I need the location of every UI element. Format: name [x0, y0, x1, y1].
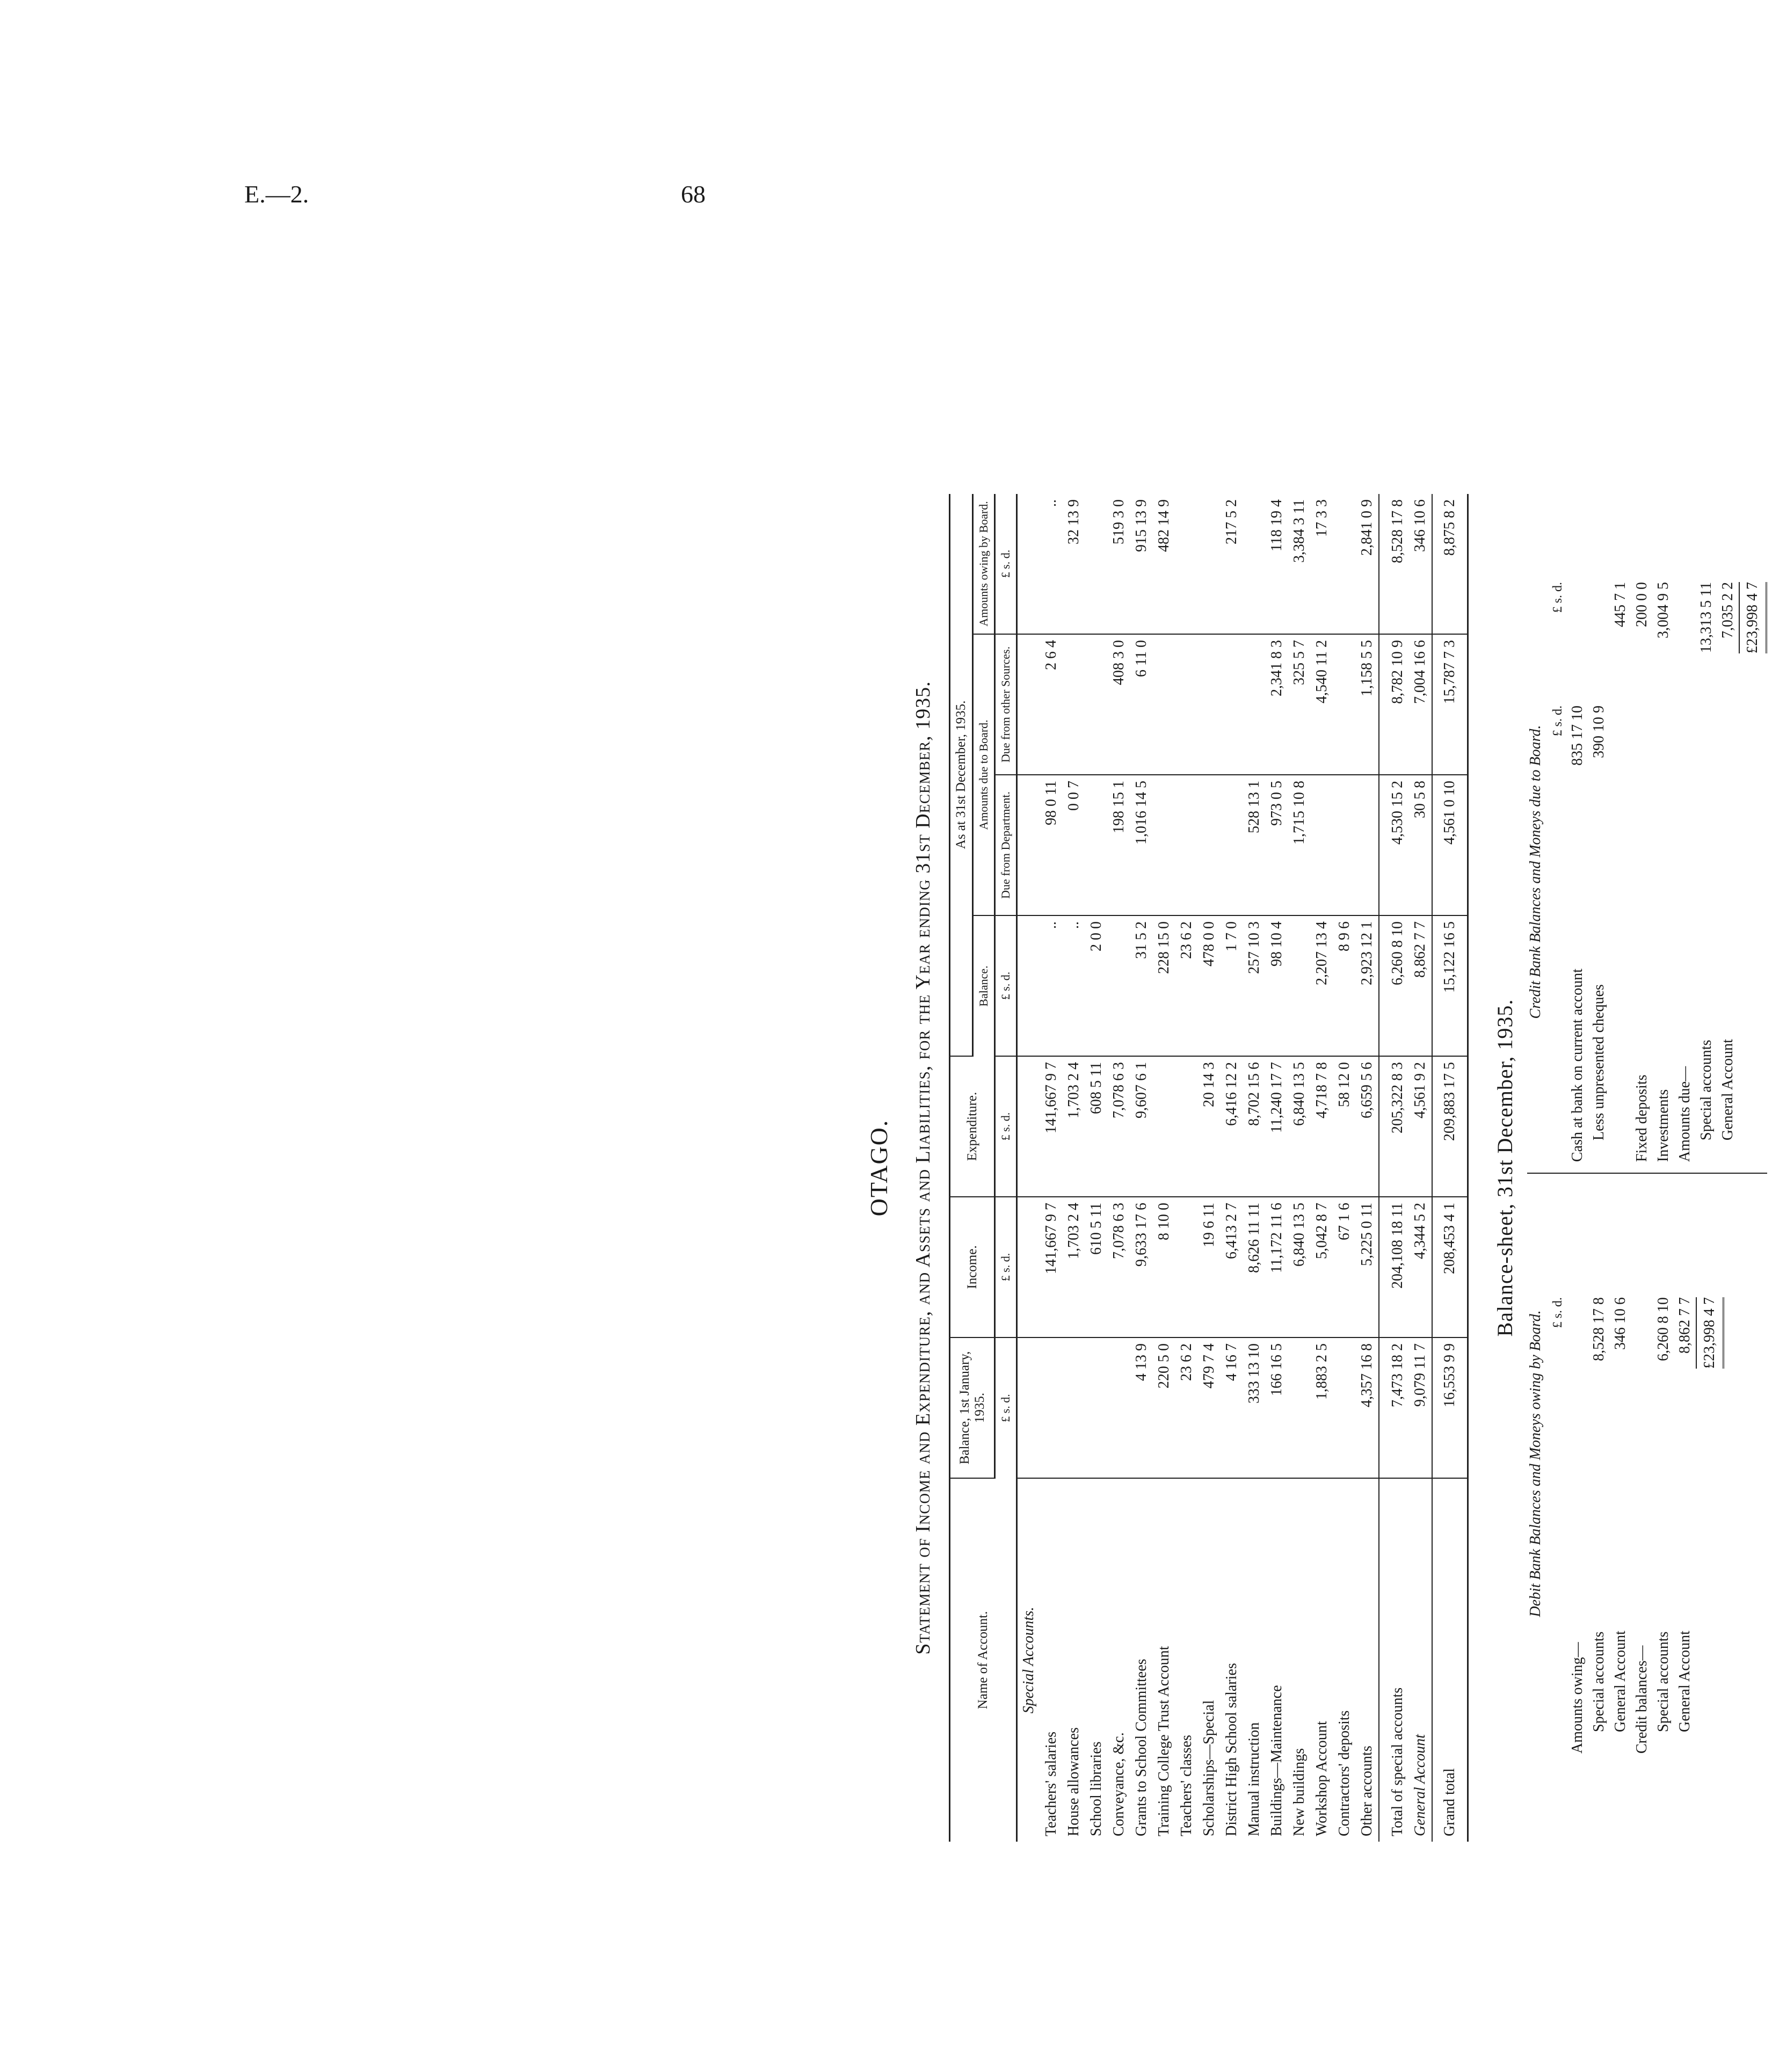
cell-due-other	[1198, 634, 1221, 775]
cell-bal-start	[1085, 1337, 1108, 1478]
col-as-at: As at 31st December, 1935.	[950, 494, 973, 1056]
cell-expenditure: 209,883 17 5	[1432, 1056, 1468, 1197]
cell-due-dept: 198 15 1	[1108, 775, 1130, 915]
credit-row-label: Investments	[1655, 1089, 1672, 1162]
cell-income: 208,453 4 1	[1432, 1197, 1468, 1337]
account-name: Teachers' classes	[1178, 1735, 1195, 1836]
credit-row	[1631, 582, 1653, 1162]
statement-table	[949, 494, 1469, 1842]
account-name: Workshop Account	[1313, 1721, 1330, 1836]
cell-due-dept: 4,530 15 2	[1379, 775, 1409, 915]
cell-balance	[1108, 915, 1130, 1056]
table-row	[1243, 494, 1266, 1842]
cell-due-dept: 973 0 5	[1266, 775, 1288, 915]
cell-due-other: 15,787 7 3	[1432, 634, 1468, 775]
cell-balance: 98 10 4	[1266, 915, 1288, 1056]
balance-sheet-title: Balance-sheet, 31st December, 1935.	[1493, 999, 1517, 1337]
cell-income: 8 10 0	[1153, 1197, 1175, 1337]
cell-due-dept: 98 0 11	[1040, 775, 1063, 915]
debit-row	[1588, 1174, 1610, 1754]
cell-due-other: 7,004 16 6	[1409, 634, 1432, 775]
cell-income: 67 1 6	[1333, 1197, 1356, 1337]
lsd-balance: £ s. d.	[995, 915, 1017, 1056]
cell-expenditure: 6,840 13 5	[1288, 1056, 1311, 1197]
cell-due-other: 325 5 7	[1288, 634, 1311, 775]
cell-due-other: 2 6 4	[1040, 634, 1063, 775]
cell-balance: ..	[1063, 915, 1085, 1056]
cell-balance	[1288, 915, 1311, 1056]
credit-row	[1674, 582, 1696, 1162]
cell-bal-start: 16,553 9 9	[1432, 1337, 1468, 1478]
cell-expenditure: 11,240 17 7	[1266, 1056, 1288, 1197]
cell-balance: 8,862 7 7	[1409, 915, 1432, 1056]
cell-expenditure: 141,667 9 7	[1040, 1056, 1063, 1197]
credit-row-amount-2	[1674, 582, 1696, 706]
cell-owing: 118 19 4	[1266, 494, 1288, 634]
cell-due-dept	[1356, 775, 1379, 915]
credit-row-amount-1	[1696, 706, 1717, 829]
cell-owing: 17 3 3	[1311, 494, 1333, 634]
debit-row-amount-1	[1567, 1297, 1588, 1421]
cell-balance: 2 0 0	[1085, 915, 1108, 1056]
cell-balance: 478 0 0	[1198, 915, 1221, 1056]
credit-row-label: Less unpresented cheques	[1591, 984, 1607, 1140]
credit-row-amount-1: 390 10 9	[1591, 706, 1607, 758]
col-owing: Amounts owing by Board.	[973, 494, 995, 634]
cell-owing: 8,528 17 8	[1379, 494, 1409, 634]
lsd-expenditure: £ s. d.	[995, 1056, 1017, 1197]
cell-expenditure: 58 12 0	[1333, 1056, 1356, 1197]
account-name: District High School salaries	[1223, 1663, 1240, 1836]
cell-due-dept	[1175, 775, 1198, 915]
cell-income: 204,108 18 11	[1379, 1197, 1409, 1337]
account-name: Teachers' salaries	[1043, 1731, 1059, 1836]
cell-due-other: 8,782 10 9	[1379, 634, 1409, 775]
table-row	[1409, 494, 1432, 1842]
cell-expenditure: 9,607 6 1	[1130, 1056, 1153, 1197]
cell-bal-start: 220 5 0	[1153, 1337, 1175, 1478]
cell-income: 9,633 17 6	[1130, 1197, 1153, 1337]
cell-due-other: 408 3 0	[1108, 634, 1130, 775]
cell-due-dept	[1221, 775, 1243, 915]
account-name: Other accounts	[1359, 1746, 1375, 1836]
debit-row	[1653, 1174, 1674, 1754]
cell-bal-start	[1333, 1337, 1356, 1478]
account-name: Contractors' deposits	[1336, 1710, 1353, 1836]
col-expenditure: Expenditure.	[950, 1056, 995, 1197]
col-name-of-account: Name of Account.	[950, 1478, 1017, 1842]
cell-income: 5,042 8 7	[1311, 1197, 1333, 1337]
lsd-income: £ s. d.	[995, 1197, 1017, 1337]
debit-row	[1631, 1174, 1653, 1754]
col-due-other: Due from other Sources.	[995, 634, 1017, 775]
debit-row-amount-1: 346 10 6	[1612, 1297, 1629, 1350]
cell-expenditure: 608 5 11	[1085, 1056, 1108, 1197]
cell-owing: 915 13 9	[1130, 494, 1153, 634]
credit-lsd-2: £ s. d.	[1551, 582, 1565, 613]
cell-income: 5,225 0 11	[1356, 1197, 1379, 1337]
cell-bal-start: 7,473 18 2	[1379, 1337, 1409, 1478]
credit-lsd-1: £ s. d.	[1551, 706, 1565, 737]
cell-due-dept: 0 0 7	[1063, 775, 1085, 915]
cell-income: 7,078 6 3	[1108, 1197, 1130, 1337]
debit-row-amount-1	[1631, 1297, 1653, 1421]
credit-row	[1610, 582, 1631, 1162]
cell-income: 19 6 11	[1198, 1197, 1221, 1337]
credit-row-label: Cash at bank on current account	[1569, 969, 1586, 1162]
cell-owing: 482 14 9	[1153, 494, 1175, 634]
cell-balance: 15,122 16 5	[1432, 915, 1468, 1056]
debit-row-amount-2	[1567, 1174, 1588, 1297]
cell-owing: 3,384 3 11	[1288, 494, 1311, 634]
account-name: Total of special accounts	[1379, 1478, 1409, 1842]
credit-row-label: Fixed deposits	[1633, 1074, 1650, 1162]
credit-row-amount-2: 3,004 9 5	[1655, 582, 1672, 638]
cell-due-other	[1085, 634, 1108, 775]
cell-expenditure: 8,702 15 6	[1243, 1056, 1266, 1197]
cell-balance: 23 6 2	[1175, 915, 1198, 1056]
table-row	[1085, 494, 1108, 1842]
cell-owing	[1085, 494, 1108, 634]
cell-expenditure	[1175, 1056, 1198, 1197]
credit-row-amount-2	[1588, 582, 1610, 706]
debit-heading: Debit Bank Balances and Moneys owing by Board.	[1527, 1310, 1544, 1617]
cell-due-dept: 1,016 14 5	[1130, 775, 1153, 915]
credit-row-amount-1	[1610, 706, 1631, 829]
cell-owing: 32 13 9	[1063, 494, 1085, 634]
cell-bal-start: 4 13 9	[1130, 1337, 1153, 1478]
lsd-balance-start: £ s. d.	[995, 1337, 1017, 1478]
table-row	[1333, 494, 1356, 1842]
credit-row	[1696, 582, 1717, 1162]
debit-row	[1567, 1174, 1588, 1754]
cell-expenditure	[1153, 1056, 1175, 1197]
credit-row-label: Amounts due—	[1676, 1066, 1693, 1162]
debit-row-label: Special accounts	[1655, 1631, 1672, 1732]
table-row	[1130, 494, 1153, 1842]
table-row	[1063, 494, 1085, 1842]
account-name: Scholarships—Special	[1201, 1700, 1217, 1836]
table-row	[1108, 494, 1130, 1842]
cell-balance: 228 15 0	[1153, 915, 1175, 1056]
cell-due-other: 2,341 8 3	[1266, 634, 1288, 775]
cell-expenditure: 1,703 2 4	[1063, 1056, 1085, 1197]
debit-row-amount-1: 8,528 17 8	[1591, 1297, 1607, 1361]
account-name: Grand total	[1432, 1478, 1468, 1842]
credit-row	[1653, 582, 1674, 1162]
table-row	[1379, 494, 1409, 1842]
rotated-page-content	[859, 268, 1772, 2067]
cell-income: 6,840 13 5	[1288, 1197, 1311, 1337]
cell-bal-start: 4,357 16 8	[1356, 1337, 1379, 1478]
debit-row-label: Amounts owing—	[1569, 1642, 1586, 1754]
credit-row-label: Special accounts	[1698, 1039, 1715, 1140]
debit-row-amount-2	[1674, 1174, 1696, 1297]
credit-row-amount-2: 200 0 0	[1633, 582, 1650, 627]
cell-due-dept	[1085, 775, 1108, 915]
cell-owing: 217 5 2	[1221, 494, 1243, 634]
cell-bal-start: 1,883 2 5	[1311, 1337, 1333, 1478]
cell-bal-start: 23 6 2	[1175, 1337, 1198, 1478]
credit-heading: Credit Bank Balances and Moneys due to Board.	[1527, 725, 1544, 1019]
cell-income	[1175, 1197, 1198, 1337]
debit-side	[1527, 1174, 1767, 1754]
cell-income: 8,626 11 11	[1243, 1197, 1266, 1337]
page-number: 68	[681, 180, 706, 208]
col-due-to-board: Amounts due to Board.	[973, 634, 995, 915]
cell-income: 1,703 2 4	[1063, 1197, 1085, 1337]
table-row	[1311, 494, 1333, 1842]
debit-row	[1674, 1174, 1696, 1754]
cell-owing: 2,841 0 9	[1356, 494, 1379, 634]
cell-expenditure: 205,322 8 3	[1379, 1056, 1409, 1197]
debit-row-amount-2	[1631, 1174, 1653, 1297]
account-name: New buildings	[1291, 1748, 1308, 1836]
credit-row-amount-1	[1717, 706, 1739, 829]
credit-row-label	[1610, 829, 1631, 1162]
account-name: Buildings—Maintenance	[1268, 1685, 1285, 1836]
account-name: Conveyance, &c.	[1110, 1732, 1127, 1836]
cell-expenditure: 4,718 7 8	[1311, 1056, 1333, 1197]
cell-due-other: 4,540 11 2	[1311, 634, 1333, 775]
cell-balance: 2,207 13 4	[1311, 915, 1333, 1056]
statement-title: Statement of Income and Expenditure, and Assets and Liabilities, for the Year ending 31st December, 1935.	[912, 681, 934, 1655]
cell-bal-start: 166 16 5	[1266, 1337, 1288, 1478]
cell-expenditure: 6,659 5 6	[1356, 1056, 1379, 1197]
cell-balance: 31 5 2	[1130, 915, 1153, 1056]
balance-sheet	[1527, 268, 1767, 2067]
cell-due-dept	[1153, 775, 1175, 915]
special-accounts-heading: Special Accounts.	[1020, 1606, 1037, 1714]
cell-due-other	[1243, 634, 1266, 775]
account-name: General Account	[1412, 1734, 1428, 1836]
credit-row	[1567, 582, 1588, 1162]
cell-due-dept: 1,715 10 8	[1288, 775, 1311, 915]
debit-row	[1610, 1174, 1631, 1754]
table-row	[1432, 494, 1468, 1842]
col-balance-start: Balance, 1st January, 1935.	[950, 1337, 995, 1478]
cell-balance: 257 10 3	[1243, 915, 1266, 1056]
cell-owing: 346 10 6	[1409, 494, 1432, 634]
cell-bal-start	[1040, 1337, 1063, 1478]
cell-bal-start: 479 7 4	[1198, 1337, 1221, 1478]
table-row	[1040, 494, 1063, 1842]
debit-row-label: General Account	[1676, 1631, 1693, 1732]
debit-total: £23,998 4 7	[1696, 1297, 1724, 1369]
cell-due-dept: 30 5 8	[1409, 775, 1432, 915]
cell-due-dept	[1311, 775, 1333, 915]
lsd-owing: £ s. d.	[995, 494, 1017, 634]
cell-owing	[1175, 494, 1198, 634]
cell-balance: ..	[1040, 915, 1063, 1056]
cell-expenditure: 7,078 6 3	[1108, 1056, 1130, 1197]
credit-row-amount-1: 835 17 10	[1569, 706, 1586, 766]
cell-bal-start	[1108, 1337, 1130, 1478]
credit-row-amount-2: 13,313 5 11	[1698, 582, 1715, 653]
cell-owing	[1198, 494, 1221, 634]
page-code: E.—2.	[244, 180, 309, 208]
credit-row-label: General Account	[1719, 1039, 1736, 1140]
cell-bal-start: 9,079 11 7	[1409, 1337, 1432, 1478]
cell-bal-start: 4 16 7	[1221, 1337, 1243, 1478]
cell-income: 6,413 2 7	[1221, 1197, 1243, 1337]
account-name: Manual instruction	[1246, 1722, 1262, 1836]
cell-owing: 8,875 8 2	[1432, 494, 1468, 634]
cell-balance: 6,260 8 10	[1379, 915, 1409, 1056]
debit-row-amount-2	[1653, 1174, 1674, 1297]
cell-due-other	[1063, 634, 1085, 775]
cell-bal-start	[1063, 1337, 1085, 1478]
account-name: Grants to School Committees	[1133, 1659, 1150, 1836]
account-name: Training College Trust Account	[1156, 1646, 1172, 1836]
credit-row-amount-1	[1631, 706, 1653, 829]
cell-owing: ..	[1040, 494, 1063, 634]
cell-balance: 1 7 0	[1221, 915, 1243, 1056]
col-income: Income.	[950, 1197, 995, 1337]
col-due-dept: Due from Department.	[995, 775, 1017, 915]
account-name: School libraries	[1088, 1741, 1105, 1836]
cell-owing	[1333, 494, 1356, 634]
credit-side	[1527, 582, 1767, 1174]
cell-balance: 2,923 12 1	[1356, 915, 1379, 1056]
debit-row-amount-2	[1588, 1174, 1610, 1297]
debit-row-label: Special accounts	[1591, 1631, 1607, 1732]
cell-due-other: 6 11 0	[1130, 634, 1153, 775]
credit-row	[1717, 582, 1739, 1162]
debit-row-amount-1: 8,862 7 7	[1676, 1297, 1693, 1354]
table-row	[1221, 494, 1243, 1842]
cell-due-dept: 4,561 0 10	[1432, 775, 1468, 915]
cell-balance: 8 9 6	[1333, 915, 1356, 1056]
cell-owing: 519 3 0	[1108, 494, 1130, 634]
cell-income: 141,667 9 7	[1040, 1197, 1063, 1337]
credit-row-amount-2: 445 7 1	[1612, 582, 1629, 627]
table-row	[1153, 494, 1175, 1842]
table-row	[1198, 494, 1221, 1842]
cell-owing	[1243, 494, 1266, 634]
table-row	[1288, 494, 1311, 1842]
credit-row-amount-2: 7,035 2 2	[1719, 582, 1736, 638]
debit-row-amount-2	[1610, 1174, 1631, 1297]
cell-due-dept	[1333, 775, 1356, 915]
cell-expenditure: 20 14 3	[1198, 1056, 1221, 1197]
cell-income: 11,172 11 6	[1266, 1197, 1288, 1337]
table-row	[1266, 494, 1288, 1842]
cell-bal-start	[1288, 1337, 1311, 1478]
debit-lsd: £ s. d.	[1551, 1297, 1565, 1328]
cell-due-other	[1333, 634, 1356, 775]
table-row	[1356, 494, 1379, 1842]
cell-bal-start: 333 13 10	[1243, 1337, 1266, 1478]
debit-row-amount-1: 6,260 8 10	[1655, 1297, 1672, 1361]
credit-row-amount-1	[1653, 706, 1674, 829]
cell-due-other: 1,158 5 5	[1356, 634, 1379, 775]
account-name: House allowances	[1065, 1727, 1082, 1836]
credit-row-amount-1	[1674, 706, 1696, 829]
table-row	[1175, 494, 1198, 1842]
cell-income: 610 5 11	[1085, 1197, 1108, 1337]
credit-total: £23,998 4 7	[1739, 582, 1767, 653]
cell-due-other	[1153, 634, 1175, 775]
cell-due-dept: 528 13 1	[1243, 775, 1266, 915]
col-balance: Balance.	[973, 915, 995, 1056]
cell-income: 4,344 5 2	[1409, 1197, 1432, 1337]
cell-due-dept	[1198, 775, 1221, 915]
cell-expenditure: 4,561 9 2	[1409, 1056, 1432, 1197]
debit-row-label: General Account	[1612, 1631, 1629, 1732]
credit-row	[1588, 582, 1610, 1162]
cell-due-other	[1175, 634, 1198, 775]
region-title: OTAGO.	[865, 1119, 892, 1217]
cell-due-other	[1221, 634, 1243, 775]
cell-expenditure: 6,416 12 2	[1221, 1056, 1243, 1197]
debit-row-label: Credit balances—	[1633, 1645, 1650, 1754]
credit-row-amount-2	[1567, 582, 1588, 706]
